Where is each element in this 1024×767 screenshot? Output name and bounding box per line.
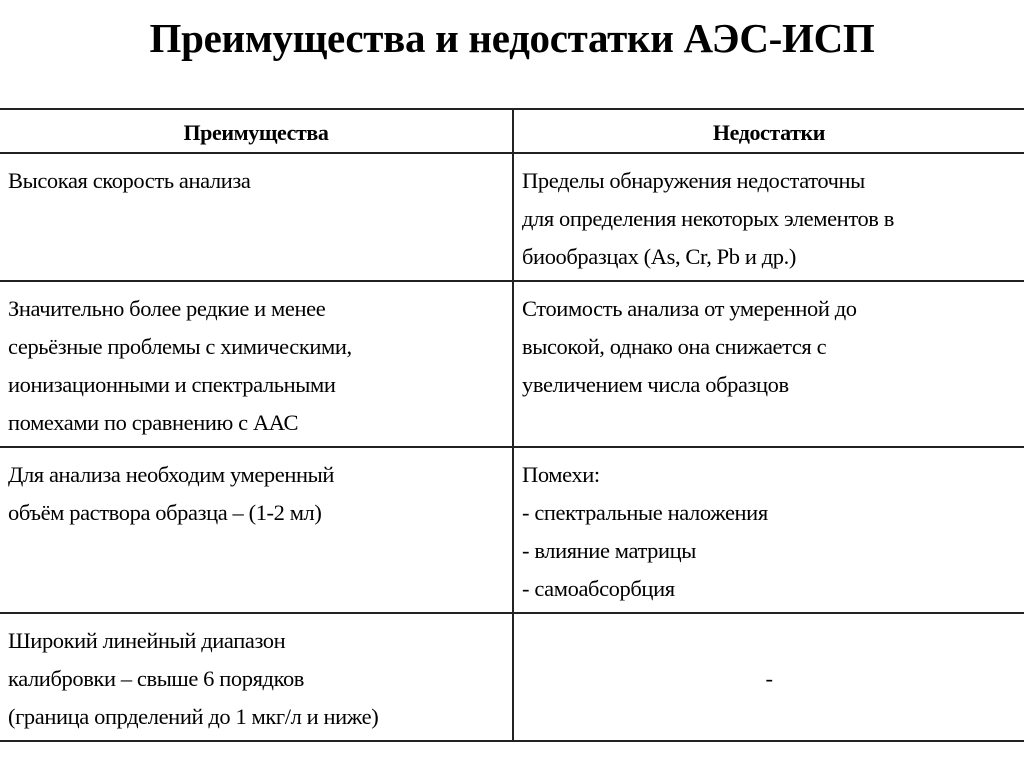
disadvantage-cell (513, 613, 1024, 741)
disadvantage-cell (513, 153, 1024, 281)
disadvantage-text-line: биообразцах (As, Cr, Pb и др.) (522, 244, 796, 269)
comparison-table (0, 108, 1024, 742)
advantage-text-line: ионизационными и спектральными (8, 372, 336, 397)
advantage-cell (0, 447, 513, 613)
header-advantages: Преимущества (0, 109, 513, 153)
advantage-text-line: серьёзные проблемы с химическими, (8, 334, 352, 359)
advantage-cell (0, 613, 513, 741)
advantage-text-line: Значительно более редкие и менее (8, 296, 326, 321)
table-row (0, 447, 1024, 613)
table-row (0, 613, 1024, 741)
advantage-text-line: помехами по сравнению с ААС (8, 410, 299, 435)
advantage-text-line: Широкий линейный диапазон (8, 628, 286, 653)
advantage-cell (0, 281, 513, 447)
disadvantage-text-line: - влияние матрицы (522, 538, 697, 563)
disadvantage-cell (513, 281, 1024, 447)
disadvantage-cell (513, 447, 1024, 613)
disadvantage-text-line: - (765, 666, 773, 691)
disadvantage-text-line: Стоимость анализа от умеренной до (522, 296, 857, 321)
disadvantage-text-line: Помехи: (522, 462, 600, 487)
advantage-text-line: объём раствора образца – (1-2 мл) (8, 500, 322, 525)
disadvantage-text-line: Пределы обнаружения недостаточны (522, 168, 865, 193)
page-title: Преимущества и недостатки АЭС-ИСП (149, 15, 875, 61)
advantage-text-line: Для анализа необходим умеренный (8, 462, 335, 487)
table-header-row (0, 109, 1024, 153)
advantage-text-line: Высокая скорость анализа (8, 168, 251, 193)
advantage-text-line: калибровки – свыше 6 порядков (8, 666, 305, 691)
disadvantage-text-line: увеличением числа образцов (522, 372, 789, 397)
table-row (0, 281, 1024, 447)
disadvantage-text-line: высокой, однако она снижается с (522, 334, 827, 359)
header-disadvantages: Недостатки (513, 109, 1024, 153)
table-row (0, 153, 1024, 281)
disadvantage-text-line: для определения некоторых элементов в (522, 206, 894, 231)
disadvantage-text-line: - самоабсорбция (522, 576, 675, 601)
disadvantage-text-line: - спектральные наложения (522, 500, 768, 525)
advantage-text-line: (граница опрделений до 1 мкг/л и ниже) (8, 704, 379, 729)
advantage-cell (0, 153, 513, 281)
